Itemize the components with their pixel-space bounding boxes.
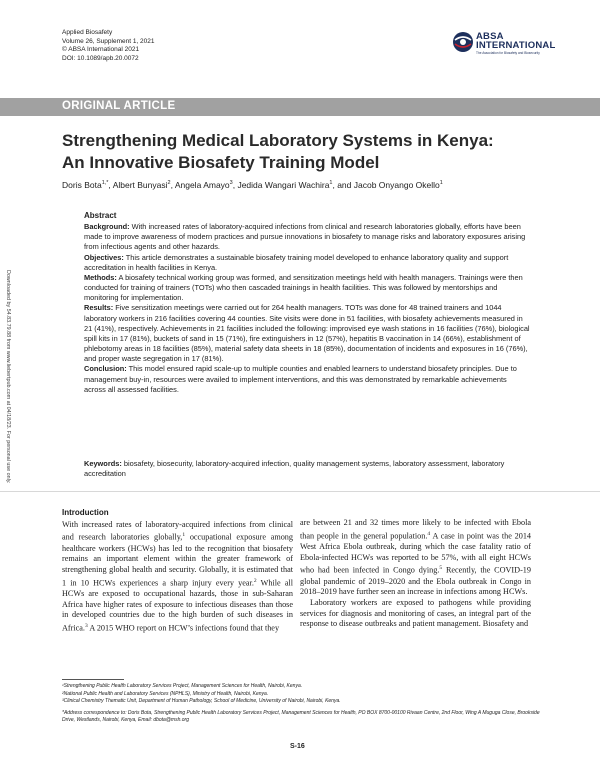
body-paragraph [300,518,531,598]
body-column-right [300,518,531,630]
logo-line-2: INTERNATIONAL [476,40,556,51]
citation[interactable]: 4 [427,530,431,537]
article-type-banner [0,98,600,116]
download-note [6,270,16,520]
author-affiliation: 3 [229,180,233,187]
affiliation-footnote: ²National Public Health and Laboratory Services (NPHLS), Ministry of Health, Nairobi, Kenya. [62,690,269,697]
title-line-1: Strengthening Medical Laboratory Systems in Kenya: [62,131,494,150]
affiliation-footnote: ¹Strengthening Public Health Laboratory Services Project, Management Sciences for Health, Nairobi, Kenya. [62,683,303,689]
author-affiliation: 1 [439,180,443,187]
abstract-background-text: With increased rates of laboratory-acquired infections from clinical and research laboratories globally, efforts have been made to improve awareness of modern practices and pursue innovations in biosafety to manage risks and laboratory exposures arising from infectious agents and other hazards. [84,222,526,252]
abstract-methods [84,273,530,303]
body-text: are between 21 and 32 times more likely to be infected with Ebola than people in the general population. [300,518,531,541]
title-line-2: An Innovative Biosafety Training Model [62,153,380,172]
keywords-text: biosafety, biosecurity, laboratory-acquired infection, quality management systems, laboratory assessment, laboratory accreditation [84,459,505,479]
keywords [84,459,530,479]
journal-doi: DOI: 10.1089/apb.20.0072 [62,54,139,62]
abstract-objectives-text: This article demonstrates a sustainable biosafety training model developed to enhance laboratory quality and support accreditation in health facilities in Kenya. [84,252,509,272]
logo-tagline: The Association for Biosafety and Biosecurity [476,51,540,55]
author-affiliation: 2 [167,180,171,187]
page-number: S-16 [290,743,305,750]
section-divider [0,491,600,492]
author-affiliation: 1 [329,180,333,187]
abstract-heading: Abstract [84,211,117,220]
abstract-background-label: Background: [84,222,130,232]
citation[interactable]: 3 [84,623,88,630]
article-title [62,130,542,174]
author [113,180,175,190]
absa-logo [452,30,556,56]
author-separator: , and [332,180,354,190]
body-paragraph: Laboratory workers are exposed to pathogens while providing services for diagnosis and monitoring of cases, an integral part of the response to disease outbreaks and patient management. Biosafety and [300,598,531,629]
author-name: Angela Amayo [174,180,230,190]
abstract-results-label: Results: [84,303,114,313]
abstract-background [84,222,530,252]
abstract-objectives [84,253,530,273]
logo-name [476,32,555,50]
affiliation-footnote: ³Clinical Chemistry Thematic Unit, Department of Human Pathology, School of Medicine, University of Nairobi, Nairobi, Kenya. [62,698,341,704]
journal-copyright: © ABSA International 2021 [62,46,140,54]
body-text: With increased rates of laboratory-acquired infections from clinical and research laboratories globally, [62,519,293,543]
author-name: Jedida Wangari Wachira [237,180,330,190]
abstract-conclusion-label: Conclusion: [84,364,127,374]
author-name: Doris Bota [62,180,102,190]
abstract-conclusion-text: This model ensured rapid scale-up to multiple counties and enabled learners to understand biosafety principles. Due to management buy-in, resources were availed to implement interventions, and this was demonstrated by remarkable achievements across all assessed facilities. [84,364,517,394]
absa-globe-icon [452,31,474,53]
body-text: occupational exposure among healthcare workers (HCWs) has led to the recognition that biosafety remains an important element within the greater framework of strengthening global health and security. Globally, it is estimated that 1 in 10 HCWs experiences a sharp injury every year. [62,533,293,588]
correspondence-footnote: *Address correspondence to: Doris Bota, Strengthening Public Health Laboratory Services Project, Management Sciences for Health, PO BOX 8700-00100 Rivaan Centre, 2nd Floor, Wing A Muguga Close, Brookside Drive, Westlands, Nairobi, Kenya, Email: dbota@msh.org [62,709,540,723]
body-text: A 2015 WHO report on HCW’s infections found that they [87,623,280,633]
abstract-methods-label: Methods: [84,272,117,282]
keywords-label: Keywords: [84,459,122,468]
body-text: A case in point was the 2014 West Africa Ebola outbreak, during which the case fatality ratio of Ebola-infected HCWs was reported to be 57%, with all eight HCWs who had been infected in Congo dying. [300,531,532,576]
author-name: Jacob Onyango Okello [353,180,440,190]
footnote-rule [62,679,124,680]
body-paragraph [62,520,293,635]
introduction-heading: Introduction [62,508,109,517]
author-separator: , [170,180,175,190]
journal-info [62,29,155,63]
citation[interactable]: 2 [253,577,257,584]
abstract [84,211,530,395]
body-text: Recently, the COVID-19 global pandemic of 2019–2020 and the Ebola outbreak in Congo in 2018–2019 have further seen an increase in infections among HCWs. [300,566,531,597]
body-column-left [62,508,293,634]
author [354,180,443,190]
journal-volume: Volume 26, Supplement 1, 2021 [62,37,155,45]
citation[interactable]: 5 [439,565,443,572]
author [237,180,353,190]
author-separator: , [108,180,113,190]
footnotes [62,683,542,725]
download-note-text: Downloaded by 54.83.79.88 from www.liebertpub.com at 04/18/23. For personal use only. [5,270,11,484]
article-type-label: ORIGINAL ARTICLE [62,100,176,112]
author-name: Albert Bunyasi [112,180,168,190]
author [175,180,238,190]
logo-line-1: ABSA [476,31,504,42]
citation[interactable]: 1 [182,532,186,539]
author [62,180,113,190]
abstract-conclusion [84,364,530,394]
abstract-methods-text: A biosafety technical working group was formed, and sensitization meetings held with health managers. Trainings were then conducted for training of trainers (TOTs) who then cascaded trainings in health facilities. This was followed by mentorships and monitoring for implementation. [84,272,523,303]
author-separator: , [232,180,238,190]
abstract-results [84,303,530,364]
journal-name: Applied Biosafety [62,29,113,36]
body-text: While all HCWs are exposed to occupational hazards, those in sub-Saharan Africa have higher rates of exposure to infectious diseases than those in developed countries due to the high burden of such diseases in Africa. [62,578,293,633]
abstract-objectives-label: Objectives: [84,252,124,262]
author-affiliation: 1,* [101,180,109,187]
author-list [62,180,443,190]
abstract-results-text: Five sensitization meetings were carried out for 264 health managers. TOTs was done for 48 trained trainers and 1044 laboratory workers in 216 facilities covering 44 counties. Site visits were done in 51 facilities, with biosafety achievements measured in 21 (41%), respectively. Achievements in 21 facilities included the following: improvised eye wash stations in 16 facilities (76%), biological spill kits in 17 (81%), buckets of sand in 15 (71%), fire extinguishers in 12 (57%), hepatitis B vaccination in 14 (66%), establishment of phlebotomy areas in 18 facilities (85%), material safety data sheets in 18 (85%), documentation of incidents and exposures in 16 (76%), and proper waste segregation in 17 (81%). [84,303,530,364]
